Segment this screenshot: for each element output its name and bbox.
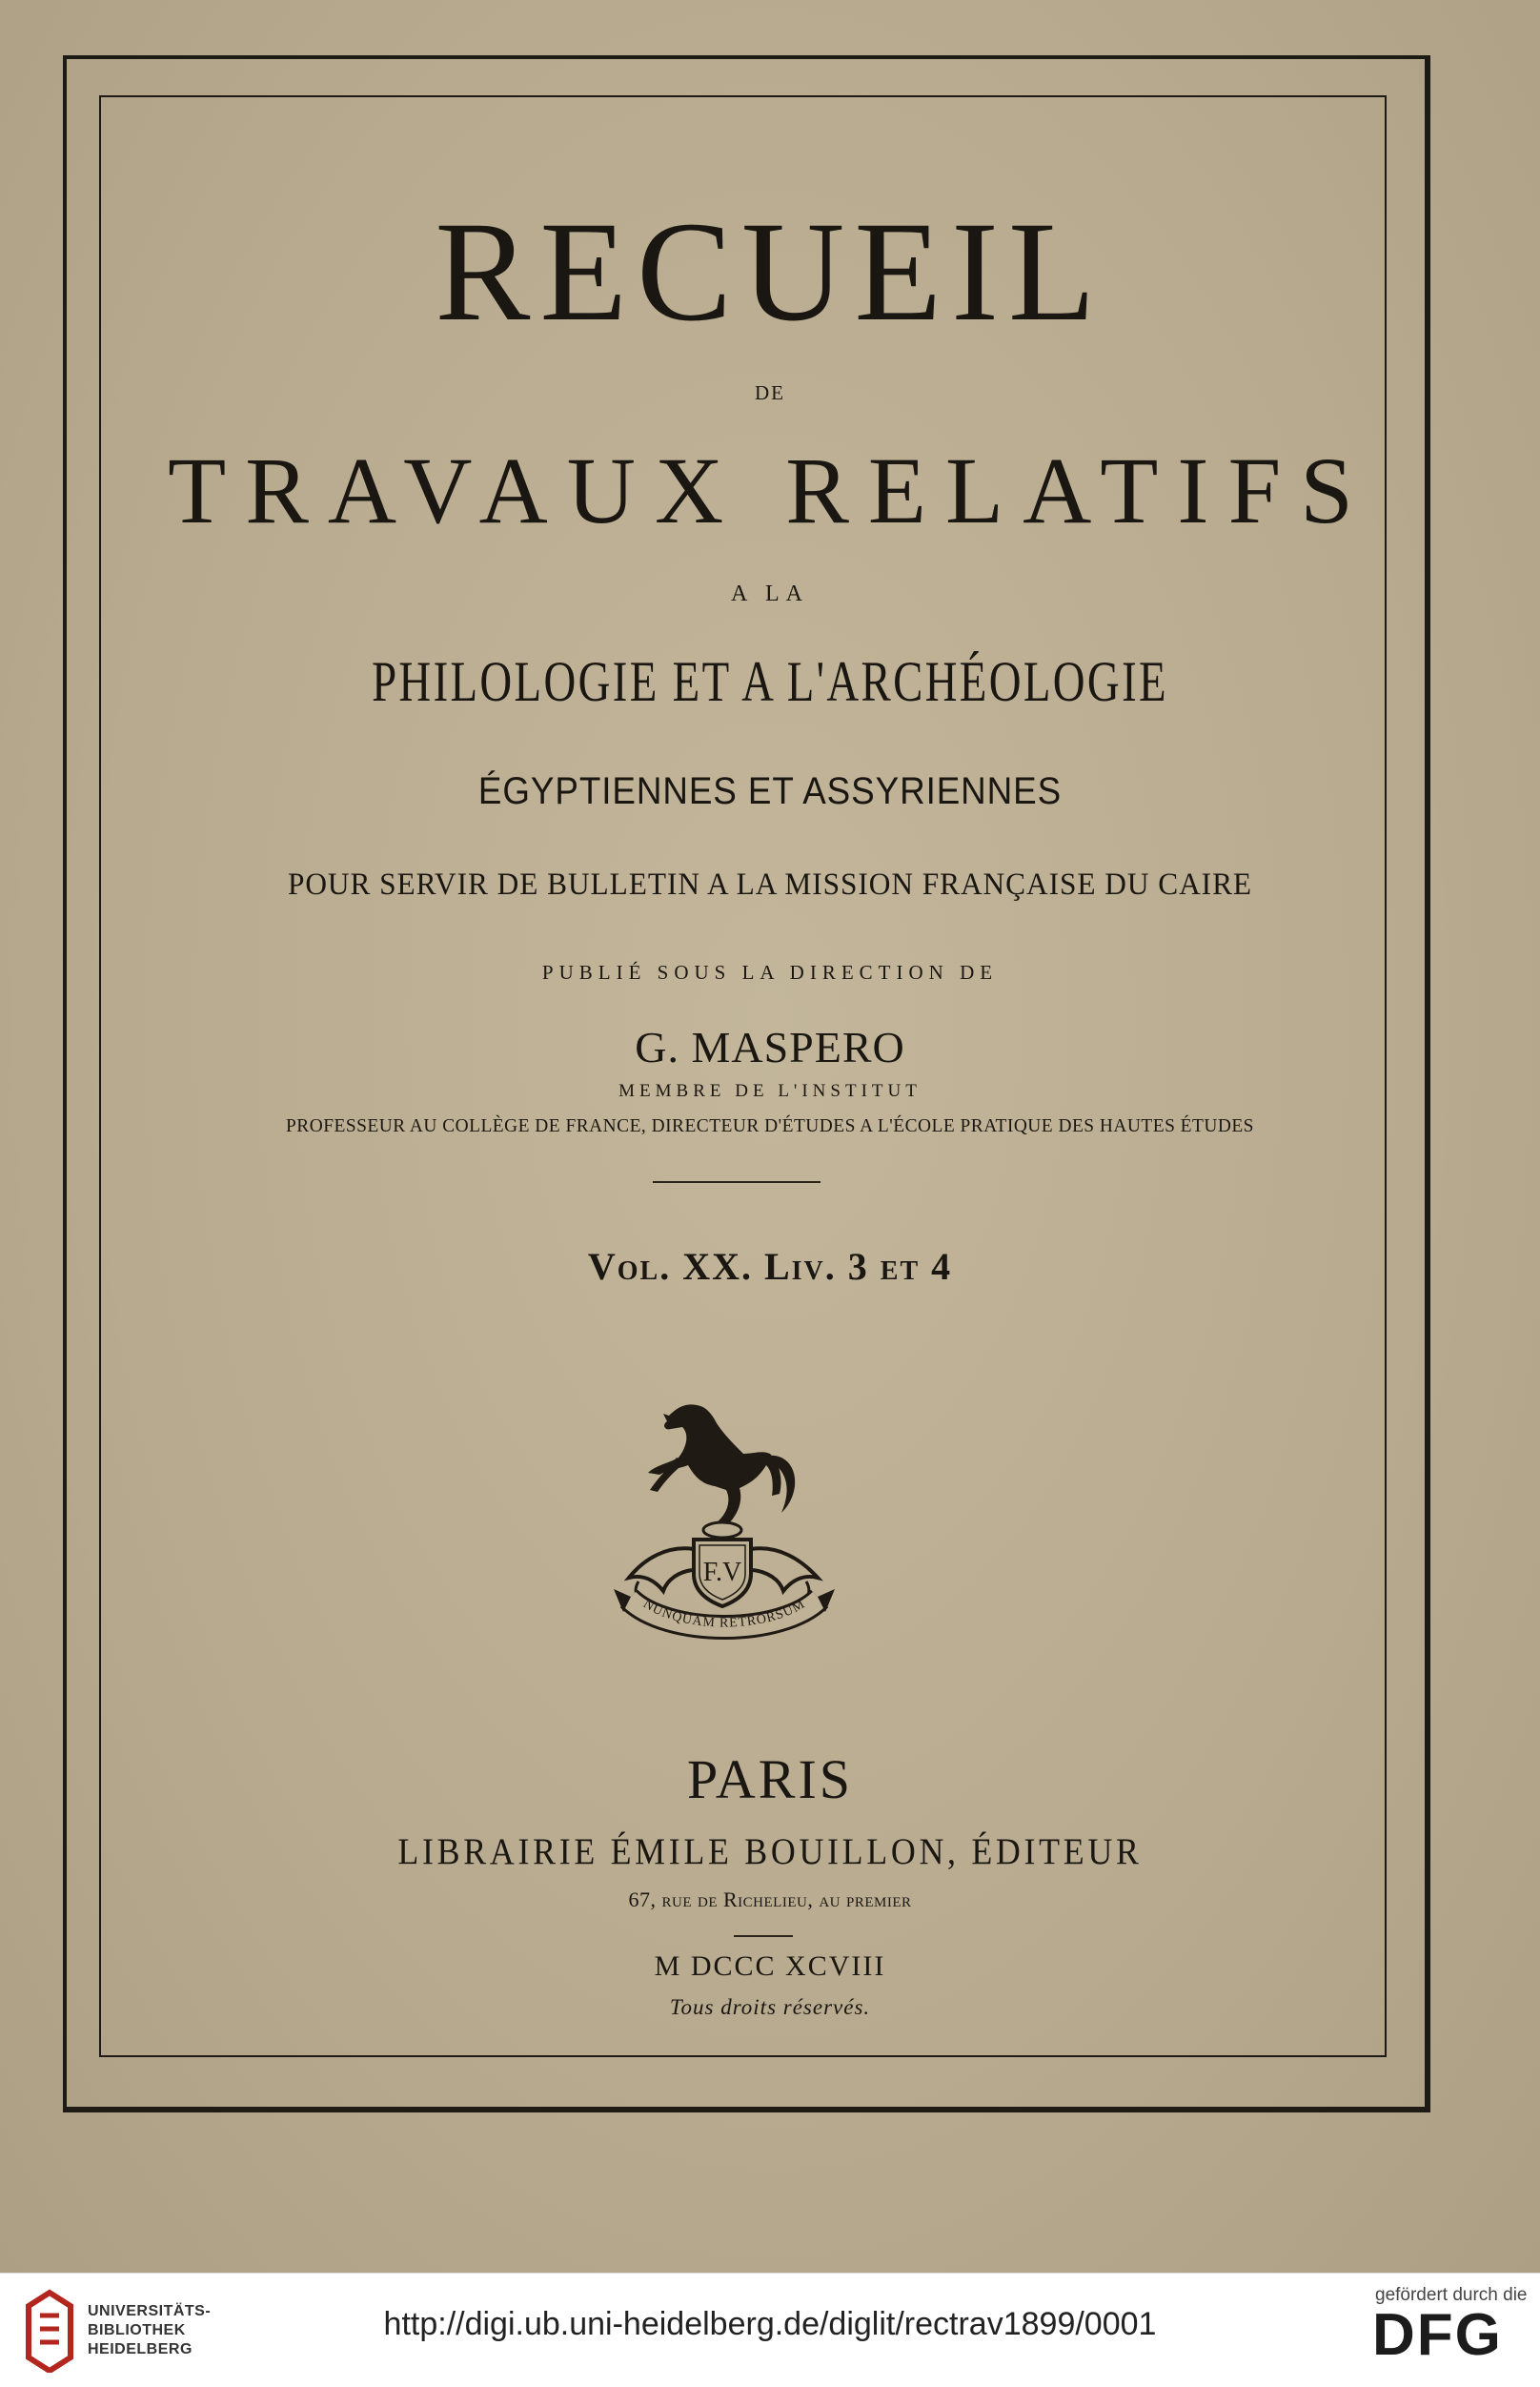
title-de: DE: [755, 381, 785, 404]
published-under: PUBLIÉ SOUS LA DIRECTION DE: [541, 961, 999, 984]
library-line-1: UNIVERSITÄTS-: [88, 2303, 212, 2319]
permalink-url[interactable]: http://digi.ub.uni-heidelberg.de/diglit/rectrav1899/0001: [383, 2306, 1157, 2342]
editor-position: PROFESSEUR AU COLLÈGE DE FRANCE, DIRECTEUR D'ÉTUDES A L'ÉCOLE PRATIQUE DES HAUTES ÉTUDES: [286, 1115, 1254, 1136]
rights-notice: Tous droits réservés.: [669, 1995, 871, 2019]
dfg-logo: DFG: [1372, 2302, 1503, 2368]
imprint-city: PARIS: [686, 1748, 854, 1810]
svg-text:F.V: F.V: [702, 1558, 742, 1587]
title-travaux-relatifs: TRAVAUX RELATIFS: [168, 438, 1372, 543]
library-line-3: HEIDELBERG: [88, 2341, 192, 2357]
svg-text:NUNQUAM RETRORSUM: NUNQUAM RETRORSUM: [640, 1597, 808, 1631]
library-line-2: BIBLIOTHEK: [88, 2322, 186, 2338]
imprint-rule: [734, 1935, 793, 1937]
funded-by-label: gefördert durch die: [1375, 2285, 1528, 2305]
editor-membership: MEMBRE DE L'INSTITUT: [618, 1081, 922, 1101]
title-recueil: RECUEIL: [435, 193, 1105, 351]
title-a-la: A LA: [731, 581, 809, 606]
title-philologie: PHILOLOGIE ET A L'ARCHÉOLOGIE: [372, 650, 1168, 713]
editor-name: G. MASPERO: [635, 1023, 905, 1071]
publisher-emblem-icon: [610, 1387, 839, 1644]
subtitle-bulletin: POUR SERVIR DE BULLETIN A LA MISSION FRANÇAISE DU CAIRE: [287, 867, 1253, 902]
volume-line: Vol. XX. Liv. 3 et 4: [587, 1245, 953, 1288]
title-egyptiennes: ÉGYPTIENNES ET ASSYRIENNES: [477, 770, 1063, 812]
imprint-year: M DCCC XCVIII: [654, 1950, 886, 1982]
imprint-address: 67, rue de Richelieu, au premier: [628, 1887, 912, 1911]
imprint-publisher: LIBRAIRIE ÉMILE BOUILLON, ÉDITEUR: [397, 1831, 1143, 1872]
divider-rule: [653, 1181, 821, 1183]
digitization-footer: [0, 2273, 1540, 2387]
